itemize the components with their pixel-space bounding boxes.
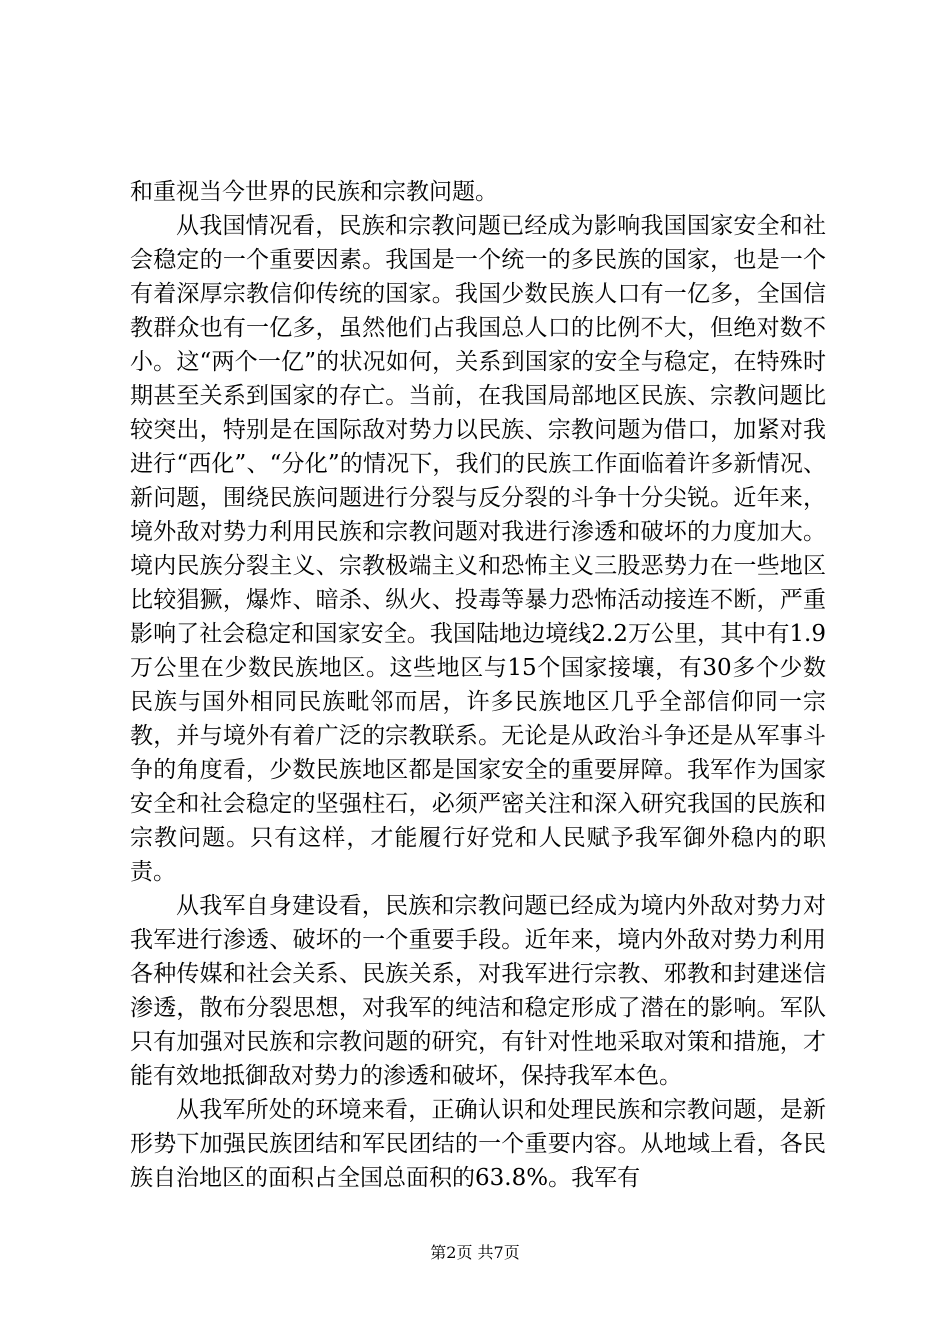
paragraph-4: 从我军所处的环境来看，正确认识和处理民族和宗教问题，是新形势下加强民族团结和军民团结的一个重要内容。从地域上看，各民族自治地区的面积占全国总面积的63.8%。我军有	[130, 1097, 826, 1191]
page-footer	[0, 1242, 950, 1264]
document-body	[130, 175, 826, 1195]
paragraph-1: 和重视当今世界的民族和宗教问题。	[130, 179, 498, 205]
paragraph-2: 从我国情况看，民族和宗教问题已经成为影响我国国家安全和社会稳定的一个重要因素。我国是一个统一的多民族的国家，也是一个有着深厚宗教信仰传统的国家。我国少数民族人口有一亿多，全国信教群众也有一亿多，虽然他们占我国总人口的比例不大，但绝对数不小。这“两个一亿”的状况如何，关系到国家的安全与稳定，在特殊时期甚至关系到国家的存亡。当前，在我国局部地区民族、宗教问题比较突出，特别是在国际敌对势力以民族、宗教问题为借口，加紧对我进行“西化”、“分化”的情况下，我们的民族工作面临着许多新情况、新问题，围绕民族问题进行分裂与反分裂的斗争十分尖锐。近年来，境外敌对势力利用民族和宗教问题对我进行渗透和破坏的力度加大。境内民族分裂主义、宗教极端主义和恐怖主义三股恶势力在一些地区比较猖獗，爆炸、暗杀、纵火、投毒等暴力恐怖活动接连不断，严重影响了社会稳定和国家安全。我国陆地边境线2.2万公里，其中有1.9万公里在少数民族地区。这些地区与15个国家接壤，有30多个少数民族与国外相同民族毗邻而居，许多民族地区几乎全部信仰同一宗教，并与境外有着广泛的宗教联系。无论是从政治斗争还是从军事斗争的角度看，少数民族地区都是国家安全的重要屏障。我军作为国家安全和社会稳定的坚强柱石，必须严密关注和深入研究我国的民族和宗教问题。只有这样，才能履行好党和人民赋予我军御外稳内的职责。	[130, 213, 826, 885]
paragraph-3: 从我军自身建设看，民族和宗教问题已经成为境内外敌对势力对我军进行渗透、破坏的一个重要手段。近年来，境内外敌对势力利用各种传媒和社会关系、民族关系，对我军进行宗教、邪教和封建迷信渗透，散布分裂思想，对我军的纯洁和稳定形成了潜在的影响。军队只有加强对民族和宗教问题的研究，有针对性地采取对策和措施，才能有效地抵御敌对势力的渗透和破坏，保持我军本色。	[130, 893, 826, 1089]
page-number-label: 第2页 共7页	[430, 1243, 520, 1262]
